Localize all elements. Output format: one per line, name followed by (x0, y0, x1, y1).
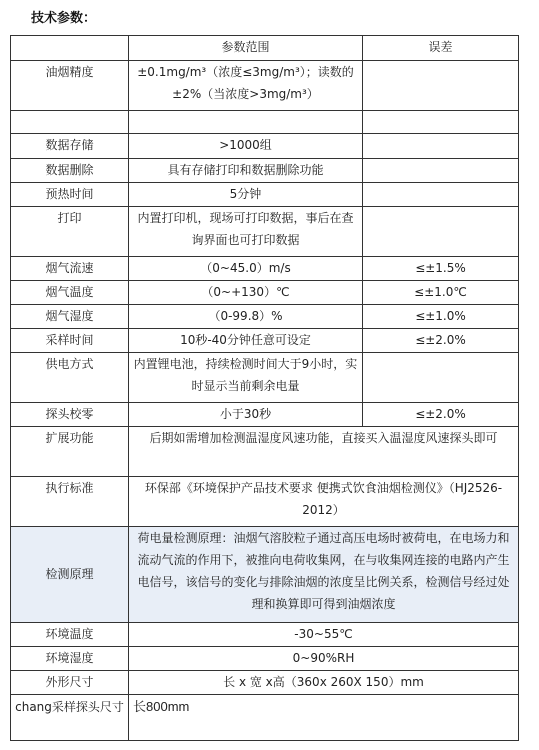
row-label: 执行标准 (11, 477, 129, 527)
table-row (11, 695, 519, 741)
row-label: 采样时间 (11, 329, 129, 353)
table-row (11, 111, 519, 134)
row-value (129, 111, 363, 134)
row-error (363, 111, 519, 134)
row-error (363, 353, 519, 403)
row-value: -30~55℃ (129, 623, 519, 647)
row-label: 烟气温度 (11, 281, 129, 305)
row-label: 烟气湿度 (11, 305, 129, 329)
row-value: 环保部《环境保护产品技术要求 便携式饮食油烟检测仪》（HJ2526-2012） (129, 477, 519, 527)
row-error: ≤±2.0% (363, 329, 519, 353)
row-value: >1000组 (129, 134, 363, 159)
row-error: ≤±1.5% (363, 257, 519, 281)
row-error: ≤±1.0% (363, 305, 519, 329)
row-error (363, 159, 519, 183)
row-value: （0-99.8）% (129, 305, 363, 329)
row-error: ≤±1.0℃ (363, 281, 519, 305)
table-row (11, 671, 519, 695)
row-label: 预热时间 (11, 183, 129, 207)
row-label: 数据存储 (11, 134, 129, 159)
row-error (363, 61, 519, 111)
row-error (363, 134, 519, 159)
row-error (363, 207, 519, 257)
row-label (11, 111, 129, 134)
row-label: 供电方式 (11, 353, 129, 403)
table-row (11, 477, 519, 527)
row-label: 烟气流速 (11, 257, 129, 281)
table-header-row (11, 36, 519, 61)
row-error (363, 183, 519, 207)
row-label: 环境湿度 (11, 647, 129, 671)
table-row (11, 623, 519, 647)
row-value: 0~90%RH (129, 647, 519, 671)
row-value: 长800mm (129, 695, 519, 741)
table-row (11, 257, 519, 281)
row-label: 环境温度 (11, 623, 129, 647)
row-value: 5分钟 (129, 183, 363, 207)
table-row (11, 329, 519, 353)
row-value: 内置打印机，现场可打印数据，事后在查询界面也可打印数据 (129, 207, 363, 257)
row-label: 数据删除 (11, 159, 129, 183)
header-cell-range: 参数范围 (129, 36, 363, 61)
header-cell-blank (11, 36, 129, 61)
row-value: （0~+130）℃ (129, 281, 363, 305)
spec-table (10, 35, 519, 741)
row-label: 扩展功能 (11, 427, 129, 477)
table-row (11, 427, 519, 477)
row-value: ±0.1mg/m³（浓度≤3mg/m³）；读数的±2%（当浓度>3mg/m³） (129, 61, 363, 111)
section-heading: 技术参数： (31, 11, 97, 26)
header-cell-error: 误差 (363, 36, 519, 61)
row-value: （0~45.0）m/s (129, 257, 363, 281)
table-row (11, 281, 519, 305)
row-value: 内置锂电池，持续检测时间大于9小时，实时显示当前剩余电量 (129, 353, 363, 403)
table-row (11, 207, 519, 257)
table-row (11, 403, 519, 427)
table-row (11, 183, 519, 207)
row-label: chang采样探头尺寸 (11, 695, 129, 741)
table-row (11, 353, 519, 403)
row-value: 长 x 宽 x高（360x 260X 150）mm (129, 671, 519, 695)
row-label: 外形尺寸 (11, 671, 129, 695)
row-label: 检测原理 (11, 527, 129, 623)
row-value: 具有存储打印和数据删除功能 (129, 159, 363, 183)
row-label: 打印 (11, 207, 129, 257)
table-row (11, 305, 519, 329)
row-label: 探头校零 (11, 403, 129, 427)
table-row (11, 61, 519, 111)
row-value: 小于30秒 (129, 403, 363, 427)
row-value: 10秒-40分钟任意可设定 (129, 329, 363, 353)
table-row (11, 647, 519, 671)
row-value: 后期如需增加检测温湿度风速功能，直接买入温湿度风速探头即可 (129, 427, 519, 477)
table-row (11, 527, 519, 623)
table-row (11, 159, 519, 183)
row-error: ≤±2.0% (363, 403, 519, 427)
row-value: 荷电量检测原理：油烟气溶胶粒子通过高压电场时被荷电，在电场力和流动气流的作用下，被推向电荷收集网，在与收集网连接的电路内产生电信号，该信号的变化与排除油烟的浓度呈比例关系，检测信号经过处理和换算即可得到油烟浓度 (129, 527, 519, 623)
row-label: 油烟精度 (11, 61, 129, 111)
table-row (11, 134, 519, 159)
